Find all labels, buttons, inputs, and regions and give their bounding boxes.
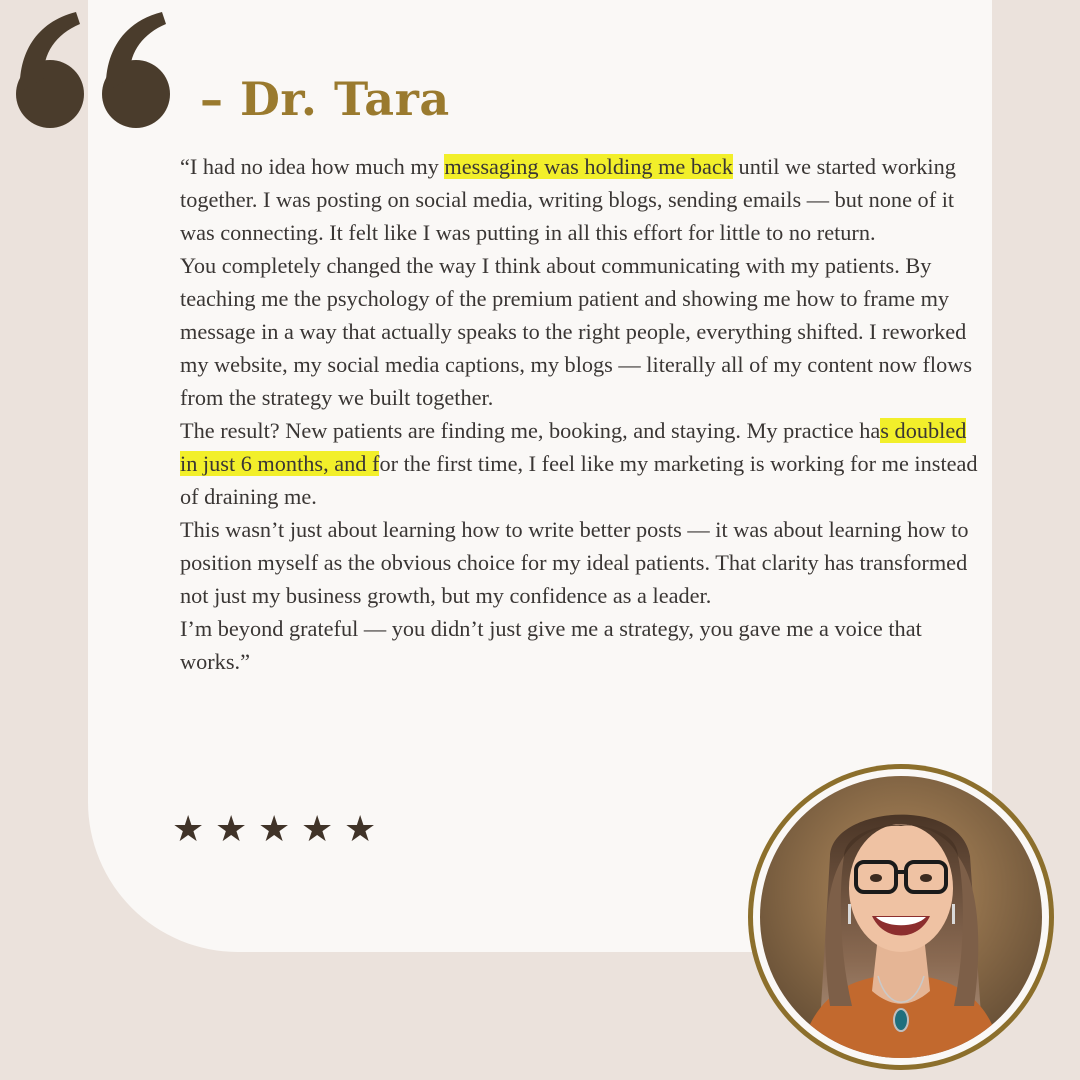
author-name: – Dr. Tara [200, 72, 450, 126]
testimonial-paragraph: You completely changed the way I think about communicating with my patients. By teaching me the psychology of the premium patient and showing me how to frame my message in a way that actually speaks to the right people, everything shifted. I reworked my website, my social media captions, my blogs — literally all of my content now flows from the strategy we built together. [180, 253, 973, 410]
quote-mark-icon [14, 8, 176, 132]
highlighted-phrase: s doubled in just 6 months, and f [180, 418, 967, 476]
star-icon: ★ [215, 809, 248, 850]
star-icon: ★ [258, 809, 291, 850]
portrait-photo [760, 776, 1042, 1058]
testimonial-paragraph: I’m beyond grateful — you didn’t just give me a strategy, you gave me a voice that works.” [180, 616, 922, 674]
star-icon: ★ [301, 809, 334, 850]
testimonial-paragraph: The result? New patients are finding me, booking, and staying. My practice has doubled in just 6 months, and for the first time, I feel like my marketing is working for me instead of draining me. [180, 418, 978, 509]
testimonial-text [180, 150, 980, 678]
highlighted-phrase: messaging was holding me back [444, 154, 733, 179]
avatar-frame [748, 764, 1054, 1070]
star-icon: ★ [344, 809, 377, 850]
star-rating [172, 809, 380, 850]
star-icon: ★ [172, 809, 205, 850]
testimonial-paragraph: “I had no idea how much my messaging was holding me back until we started working together. I was posting on social media, writing blogs, sending emails — but none of it was connecting. It felt like I was putting in all this effort for little to no return. [180, 154, 956, 245]
testimonial-paragraph: This wasn’t just about learning how to write better posts — it was about learning how to position myself as the obvious choice for my ideal patients. That clarity has transformed not just my business growth, but my confidence as a leader. [180, 517, 969, 608]
avatar [760, 776, 1042, 1058]
